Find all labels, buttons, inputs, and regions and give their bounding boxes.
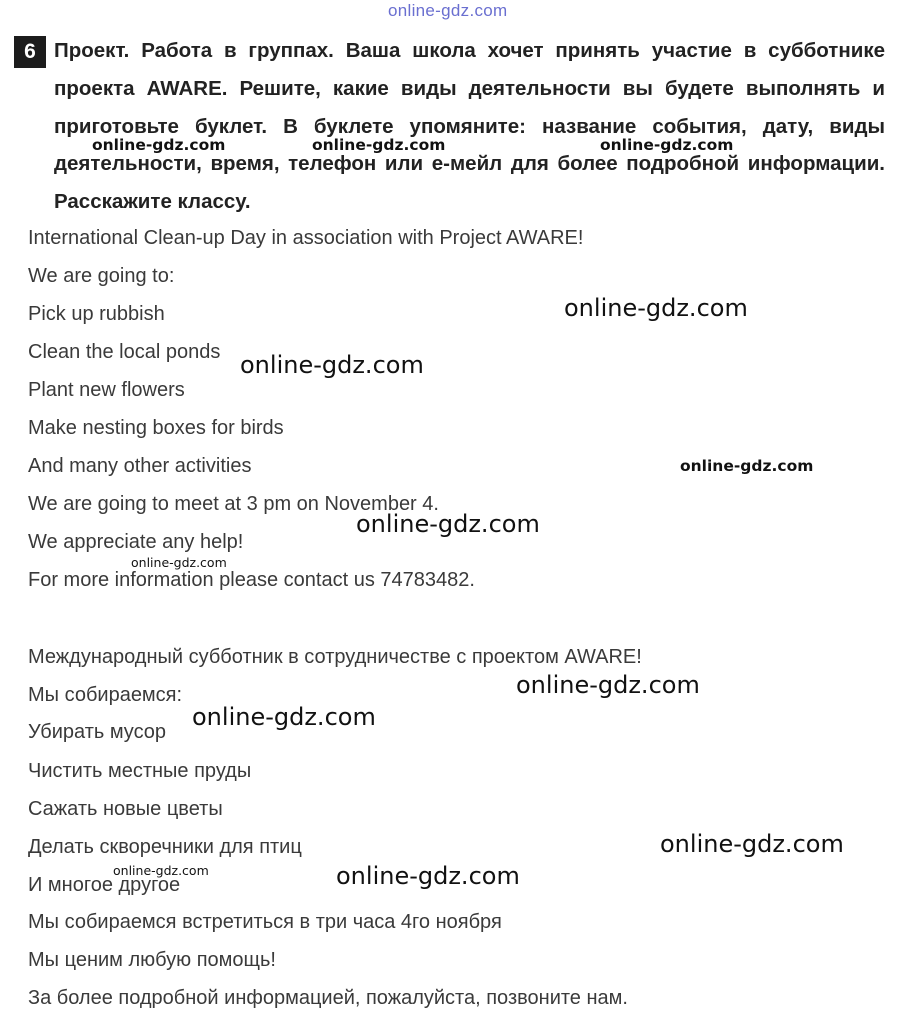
booklet-line-ru: Чистить местные пруды [28,760,252,782]
watermark: online-gdz.com [192,703,376,731]
booklet-line-ru: Международный субботник в сотрудничестве с проектом AWARE! [28,646,642,668]
booklet-line-en: Make nesting boxes for birds [28,417,284,439]
watermark: online-gdz.com [92,136,226,154]
watermark: online-gdz.com [131,555,227,570]
booklet-line-en: We appreciate any help! [28,531,244,553]
watermark: online-gdz.com [600,136,734,154]
booklet-line-ru: Мы собираемся: [28,684,183,706]
exercise-instruction: Проект. Работа в группах. Ваша школа хочет принять участие в субботнике проекта AWARE. Решите, какие виды деятельности вы будете выполнять и приготовьте буклет. В буклете упомяните: название события, дату, виды деятельности, время, телефон или е-мейл для более подробной информации. Расскажите классу. [54,39,885,214]
booklet-line-en: Clean the local ponds [28,341,221,363]
booklet-line-ru: За более подробной информацией, пожалуйста, позвоните нам. [28,987,628,1009]
watermark: online-gdz.com [312,136,446,154]
booklet-line-en: We are going to meet at 3 pm on November 4. [28,493,439,515]
exercise-number-badge: 6 [14,36,46,68]
watermark: online-gdz.com [660,830,844,858]
watermark: online-gdz.com [356,510,540,538]
site-watermark-top: online-gdz.com [388,1,508,20]
booklet-line-en: Pick up rubbish [28,303,165,325]
booklet-line-en: For more information please contact us 74783482. [28,569,475,591]
booklet-line-ru: И многое другое [28,874,181,896]
booklet-line-en: And many other activities [28,455,252,477]
watermark: online-gdz.com [516,671,700,699]
booklet-line-ru: Сажать новые цветы [28,798,223,820]
booklet-line-en: We are going to: [28,265,175,287]
booklet-line-en: International Clean-up Day in association with Project AWARE! [28,227,584,249]
booklet-line-en: Plant new flowers [28,379,185,401]
watermark: online-gdz.com [564,294,748,322]
booklet-line-ru: Мы собираемся встретиться в три часа 4го ноября [28,911,502,933]
booklet-line-ru: Убирать мусор [28,721,167,743]
watermark: online-gdz.com [336,862,520,890]
watermark: online-gdz.com [680,457,814,475]
booklet-line-ru: Делать скворечники для птиц [28,836,302,858]
watermark: online-gdz.com [240,351,424,379]
booklet-line-ru: Мы ценим любую помощь! [28,949,276,971]
watermark: online-gdz.com [113,863,209,878]
